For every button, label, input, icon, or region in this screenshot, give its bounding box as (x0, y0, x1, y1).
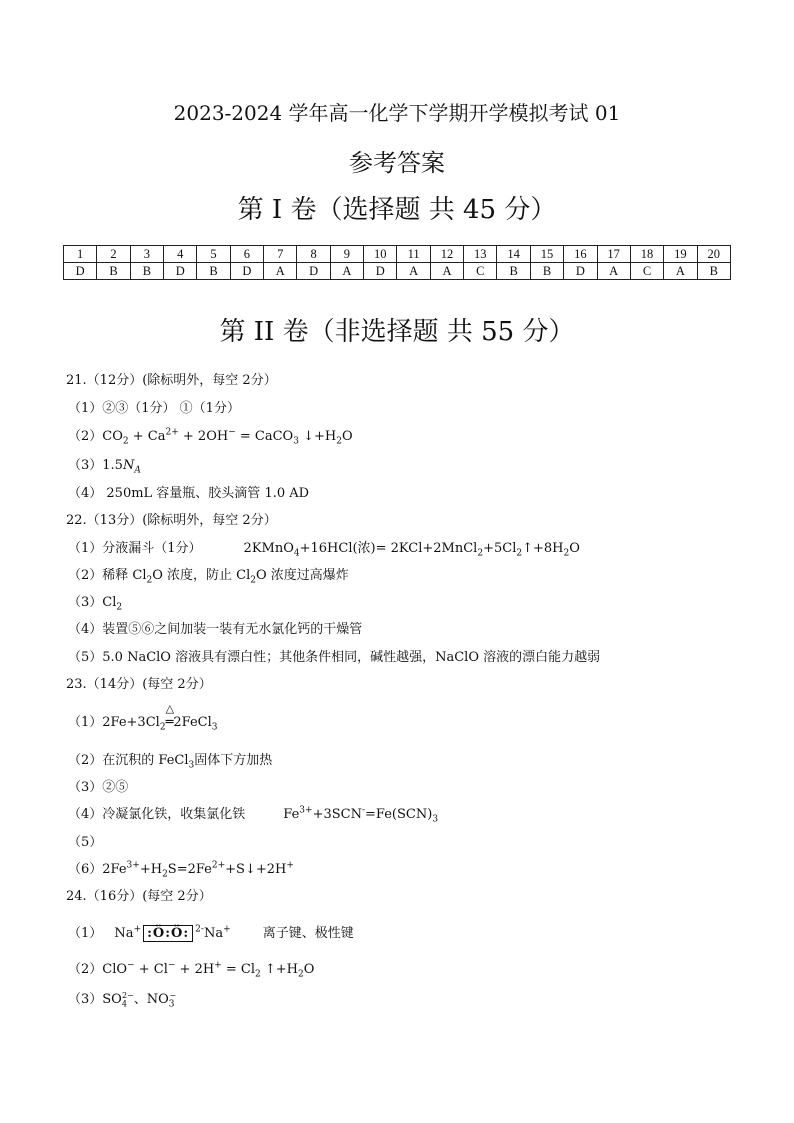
answer-cell: A (430, 263, 463, 280)
answer-cell: B (97, 263, 130, 280)
question-number-cell: 14 (497, 246, 530, 263)
question-number-cell: 15 (530, 246, 563, 263)
answer-cell: A (264, 263, 297, 280)
q24-line-2: $(2)ClO^- + Cl^- + 2H^+ = Cl_2$ $↑+H_2O$ (68, 960, 315, 980)
answer-cell: D (297, 263, 330, 280)
q21-line-3: $(3)1.5N_A$ (68, 458, 141, 476)
question-number-cell: 16 (564, 246, 597, 263)
question-number-cell: 6 (230, 246, 263, 263)
question-number-cell: 18 (630, 246, 663, 263)
answer-cell: D (64, 263, 97, 280)
q22-line-3: $(3)Cl_2$ (68, 595, 123, 613)
question-number-cell: 8 (297, 246, 330, 263)
answer-cell: B (497, 263, 530, 280)
question-number-cell: 4 (164, 246, 197, 263)
q23-line-6: $(6)2Fe^{3+}+H_2S=2Fe^{2+}+S↓+2H^+$ (68, 860, 294, 880)
q23-header: 23.（14分）(每空 2分） (66, 677, 212, 692)
section-1-heading: 第 I 卷（选择题 共 45 分） (237, 195, 557, 225)
q24-header: 24.（16分）(每空 2分） (66, 889, 212, 904)
answer-cell: B (530, 263, 563, 280)
answer-cell: C (630, 263, 663, 280)
q22-header: 22.（13分）(除标明外，每空 2分） (66, 513, 277, 528)
q22-line-4: （4）装置⑤⑥之间加装一装有无水氯化钙的干燥管 (68, 622, 363, 637)
q21-line-4: （4） 250mL 容量瓶、胶头滴管 1.0 AD (68, 486, 310, 501)
q21-header: 21.（12分）(除标明外，每空 2分） (66, 373, 277, 388)
answer-cell: D (564, 263, 597, 280)
q22-line-5: （5）5.0 NaClO 溶液具有漂白性；其他条件相同，碱性越强，NaClO 溶液的漂白能力越弱 (68, 650, 601, 665)
q21-line-1: （1）②③（1分） ①（1分） (68, 401, 240, 416)
question-number-cell: 20 (697, 246, 730, 263)
answer-cell: A (664, 263, 697, 280)
answer-cell: B (197, 263, 230, 280)
answer-cell: C (464, 263, 497, 280)
answer-cell: D (364, 263, 397, 280)
question-number-cell: 12 (430, 246, 463, 263)
question-number-cell: 3 (130, 246, 163, 263)
question-number-cell: 1 (64, 246, 97, 263)
question-number-cell: 2 (97, 246, 130, 263)
answer-row (64, 263, 731, 280)
answer-cell: A (597, 263, 630, 280)
q24-line-3: $(3)SO_4^{2-}$、$NO_3^-$ (68, 990, 177, 1010)
q23-line-5: （5） (68, 835, 103, 850)
q23-line-4: （4）冷凝氯化铁，收集氯化铁 $Fe^{3+}+3SCN^-=Fe(SCN)_3$ (68, 805, 439, 825)
question-number-row (64, 246, 731, 263)
answer-cell: A (397, 263, 430, 280)
answer-cell: B (130, 263, 163, 280)
q22-line-2: （2）稀释 $Cl_2O$ 浓度，防止 $Cl_2O$ 浓度过高爆炸 (68, 568, 349, 586)
section-2-heading: 第 II 卷（非选择题 共 55 分） (219, 317, 575, 347)
question-number-cell: 17 (597, 246, 630, 263)
answer-cell: A (330, 263, 363, 280)
answer-cell: B (697, 263, 730, 280)
q23-line-3: （3）②⑤ (68, 780, 129, 795)
q23-line-2: （2）在沉积的 FeCl$_3$固体下方加热 (68, 753, 273, 771)
question-number-cell: 5 (197, 246, 230, 263)
electron-dot-structure: :Ö:Ö: (143, 925, 193, 942)
answer-cell: D (230, 263, 263, 280)
q21-line-2: $(2)CO_2 + Ca^{2+} + 2OH^-$ = CaCO$_3$ $↓+H_2O$ (68, 427, 353, 447)
answer-cell: D (164, 263, 197, 280)
q23-line-1: $(1)2Fe+3Cl_2$ △ ═2FeCl$_3$ (68, 702, 218, 733)
question-number-cell: 10 (364, 246, 397, 263)
page-title: 2023-2024 学年高一化学下学期开学模拟考试 01 (173, 101, 621, 125)
q22-line-1: （1）分液漏斗（1分） 2KMnO$_4$+16HCl(浓)= $2KCl+2MnCl_2+5Cl_2↑+8H_2O$ (68, 541, 580, 559)
question-number-cell: 11 (397, 246, 430, 263)
page-subtitle: 参考答案 (349, 149, 445, 177)
q24-line-1: （1） Na+ :Ö:Ö: $^{2-}$Na+ 离子键、极性键 (68, 924, 354, 941)
question-number-cell: 9 (330, 246, 363, 263)
answer-table (63, 245, 731, 280)
question-number-cell: 19 (664, 246, 697, 263)
question-number-cell: 13 (464, 246, 497, 263)
question-number-cell: 7 (264, 246, 297, 263)
